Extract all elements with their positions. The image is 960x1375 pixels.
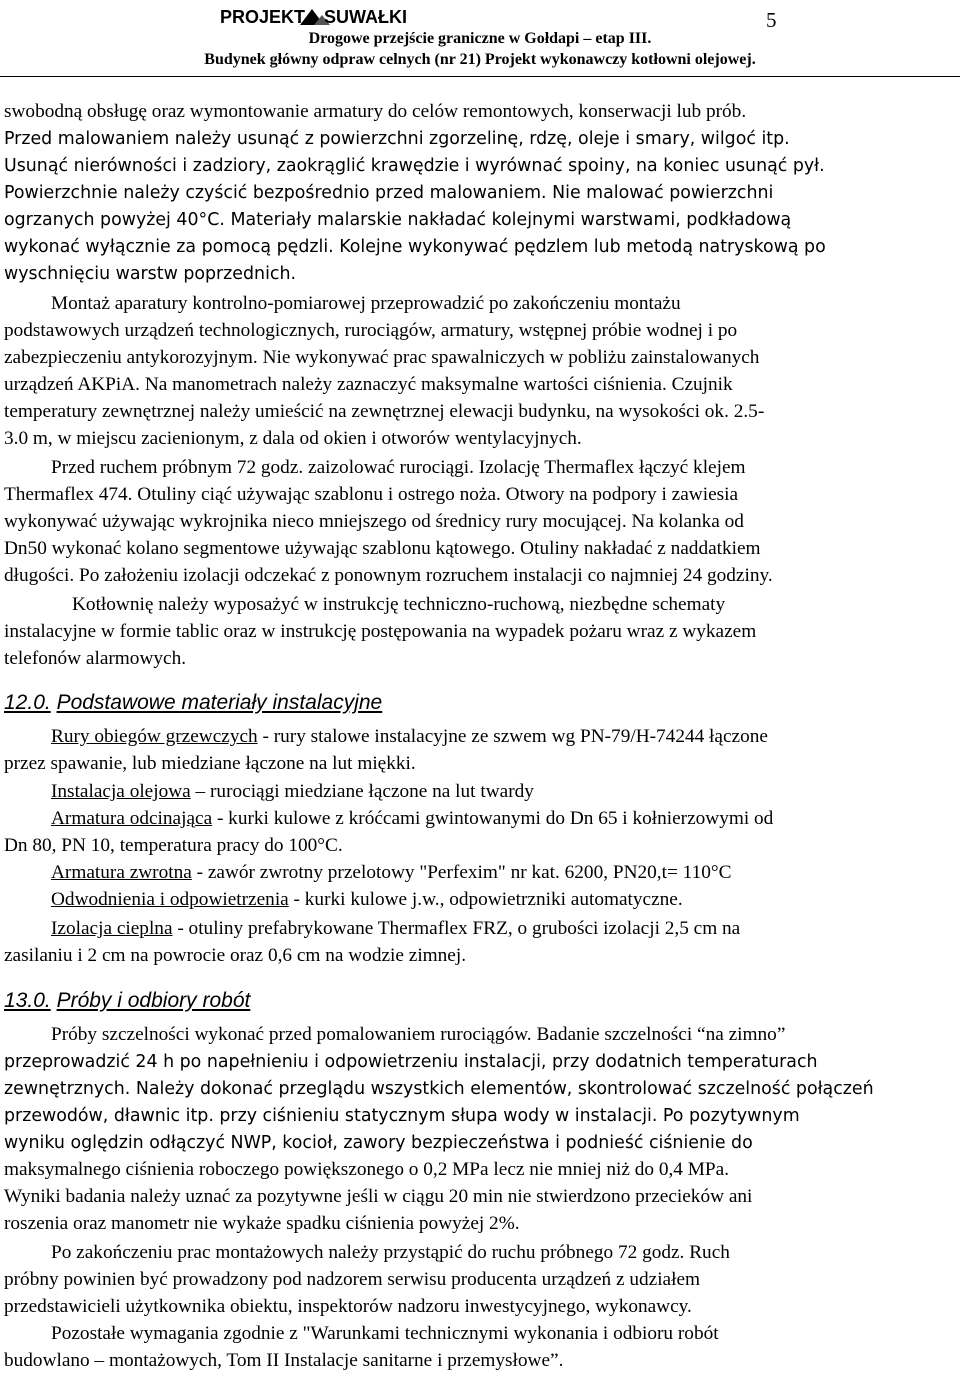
section-heading-13 <box>4 988 250 1014</box>
material-odwodnienia <box>51 887 683 913</box>
text-line: roszenia oraz manometr nie wykaże spadku ciśnienia powyżej 2%. <box>4 1213 520 1234</box>
material-text: - kurki kulowe z króćcami gwintowanymi do Dn 65 i kołnierzowymi od <box>212 808 774 829</box>
text-line: Pozostałe wymagania zgodnie z "Warunkami technicznymi wykonania i odbioru robót <box>51 1323 719 1344</box>
page-header <box>0 0 960 77</box>
text-line: wykonywać używając wykrojnika nieco mniejszego od średnicy rury mocującej. Na kolanka od <box>4 511 744 532</box>
text-line: swobodną obsługę oraz wymontowanie armatury do celów remontowych, konserwacji lub prób. <box>4 101 747 122</box>
text-line: Dn50 wykonać kolano segmentowe używając szablonu kątowego. Otuliny nakładać z naddatkiem <box>4 538 761 559</box>
text-line: długości. Po założeniu izolacji odczekać z ponownym rozruchem instalacji co najmniej 24 godziny. <box>4 565 773 586</box>
text-line: podstawowych urządzeń technologicznych, rurociągów, armatury, wstępnej próbie wodnej i po <box>4 320 738 341</box>
material-text: – rurociągi miedziane łączone na lut twardy <box>190 781 534 802</box>
text-line: Kotłownię należy wyposażyć w instrukcję techniczno-ruchową, niezbędne schematy <box>72 594 726 615</box>
material-izolacja <box>51 916 740 942</box>
material-text: - zawór zwrotny przelotowy "Perfexim" nr kat. 6200, PN20,t= 110°C <box>191 862 732 883</box>
page-number: 5 <box>766 8 777 32</box>
text-line: zewnętrznych. Należy dokonać przeglądu wszystkich elementów, skontrolować szczelność połączeń <box>4 1079 874 1099</box>
section-title: Próby i odbiory robót <box>56 989 251 1012</box>
text-line: maksymalnego ciśnienia roboczego powiększonego o 0,2 MPa lecz nie mniej niż do 0,4 MPa. <box>4 1159 730 1180</box>
text-line: Przed ruchem próbnym 72 godz. zaizolować rurociągi. Izolację Thermaflex łączyć klejem <box>51 457 746 478</box>
text-line: wykonać wyłącznie za pomocą pędzli. Kolejne wykonywać pędzlem lub metodą natryskową po <box>4 237 826 257</box>
text-line: próbny powinien być prowadzony pod nadzorem serwisu producenta urządzeń z udziałem <box>4 1269 701 1290</box>
material-label: Rury obiegów grzewczych <box>51 726 258 747</box>
text-line: budowlano – montażowych, Tom II Instalacje sanitarne i przemysłowe”. <box>4 1350 564 1371</box>
material-label: Armatura zwrotna <box>51 862 192 883</box>
text-line: wyniku oględzin odłączyć NWP, kocioł, zawory bezpieczeństwa i podnieść ciśnienie do <box>4 1133 753 1153</box>
text-line: przeprowadzić 24 h po napełnieniu i odpowietrzeniu instalacji, przy dodatnich temperaturach <box>4 1052 818 1072</box>
header-building-line: Budynek główny odpraw celnych (nr 21) Projekt wykonawczy kotłowni olejowej. <box>204 51 756 68</box>
text-line: przewodów, dławnic itp. przy ciśnieniu statycznym słupa wody w instalacji. Po pozytywnym <box>4 1106 800 1126</box>
projekt-suwalki-logo <box>220 4 420 28</box>
material-rury <box>51 724 768 750</box>
text-line: Montaż aparatury kontrolno-pomiarowej przeprowadzić po zakończeniu montażu <box>51 293 681 314</box>
text-line: Próby szczelności wykonać przed pomalowaniem rurociągów. Badanie szczelności “na zimno” <box>51 1024 786 1045</box>
section-title: Podstawowe materiały instalacyjne <box>56 691 383 714</box>
text-line: ogrzanych powyżej 40°C. Materiały malarskie nakładać kolejnymi warstwami, podkładową <box>4 210 792 230</box>
text-line: 3.0 m, w miejscu zacienionym, z dala od okien i otworów wentylacyjnych. <box>4 428 582 449</box>
material-text: - kurki kulowe j.w., odpowietrzniki automatyczne. <box>288 889 683 910</box>
text-line: zabezpieczeniu antykorozyjnym. Nie wykonywać prac spawalniczych w pobliżu zainstalowanych <box>4 347 760 368</box>
section-heading-12 <box>4 690 382 716</box>
material-label: Instalacja olejowa <box>51 781 191 802</box>
text-line: przedstawicieli użytkownika obiektu, inspektorów nadzoru inwestycyjnego, wykonawcy. <box>4 1296 692 1317</box>
text-line: Powierzchnie należy czyścić bezpośrednio przed malowaniem. Nie malować powierzchni <box>4 183 774 203</box>
text-line: Po zakończeniu prac montażowych należy przystąpić do ruchu próbnego 72 godz. Ruch <box>51 1242 730 1263</box>
material-odcinajaca <box>51 806 773 832</box>
text-line: wyschnięciu warstw poprzednich. <box>4 264 297 284</box>
logo-left-text: PROJEKT <box>220 7 306 27</box>
section-number: 12.0. <box>4 691 51 714</box>
text-line: Wyniki badania należy uznać za pozytywne jeśli w ciągu 20 min nie stwierdzono przecieków ani <box>4 1186 753 1207</box>
text-line: telefonów alarmowych. <box>4 648 187 669</box>
material-label: Odwodnienia i odpowietrzenia <box>51 889 289 910</box>
text-line: instalacyjne w formie tablic oraz w instrukcję postępowania na wypadek pożaru wraz z wykazem <box>4 621 757 642</box>
text-line: Dn 80, PN 10, temperatura pracy do 100°C. <box>4 835 343 856</box>
section-number: 13.0. <box>4 989 51 1012</box>
text-line: Usunąć nierówności i zadziory, zaokrąglić krawędzie i wyrównać spoiny, na koniec usunąć pył. <box>4 156 825 176</box>
material-label: Izolacja cieplna <box>51 918 173 939</box>
text-line: urządzeń AKPiA. Na manometrach należy zaznaczyć maksymalne wartości ciśnienia. Czujnik <box>4 374 733 395</box>
material-text: - otuliny prefabrykowane Thermaflex FRZ, o grubości izolacji 2,5 cm na <box>172 918 741 939</box>
text-line: zasilaniu i 2 cm na powrocie oraz 0,6 cm na wodzie zimnej. <box>4 945 467 966</box>
material-zwrotna <box>51 860 731 886</box>
material-olej <box>51 779 534 805</box>
text-line: temperatury zewnętrznej należy umieścić na zewnętrznej elewacji budynku, na wysokości ok. 2.5- <box>4 401 765 422</box>
logo-right-text: SUWAŁKI <box>324 7 407 27</box>
text-line: przez spawanie, lub miedziane łączone na lut miękki. <box>4 753 416 774</box>
header-project-line: Drogowe przejście graniczne w Gołdapi – etap III. <box>308 30 652 47</box>
material-text: - rury stalowe instalacyjne ze szwem wg PN-79/H-74244 łączone <box>257 726 768 747</box>
text-line: Przed malowaniem należy usunąć z powierzchni zgorzelinę, rdzę, oleje i smary, wilgoć itp. <box>4 129 790 149</box>
material-label: Armatura odcinająca <box>51 808 213 829</box>
text-line: Thermaflex 474. Otuliny ciąć używając szablonu i ostrego noża. Otwory na podpory i zawiesia <box>4 484 739 505</box>
